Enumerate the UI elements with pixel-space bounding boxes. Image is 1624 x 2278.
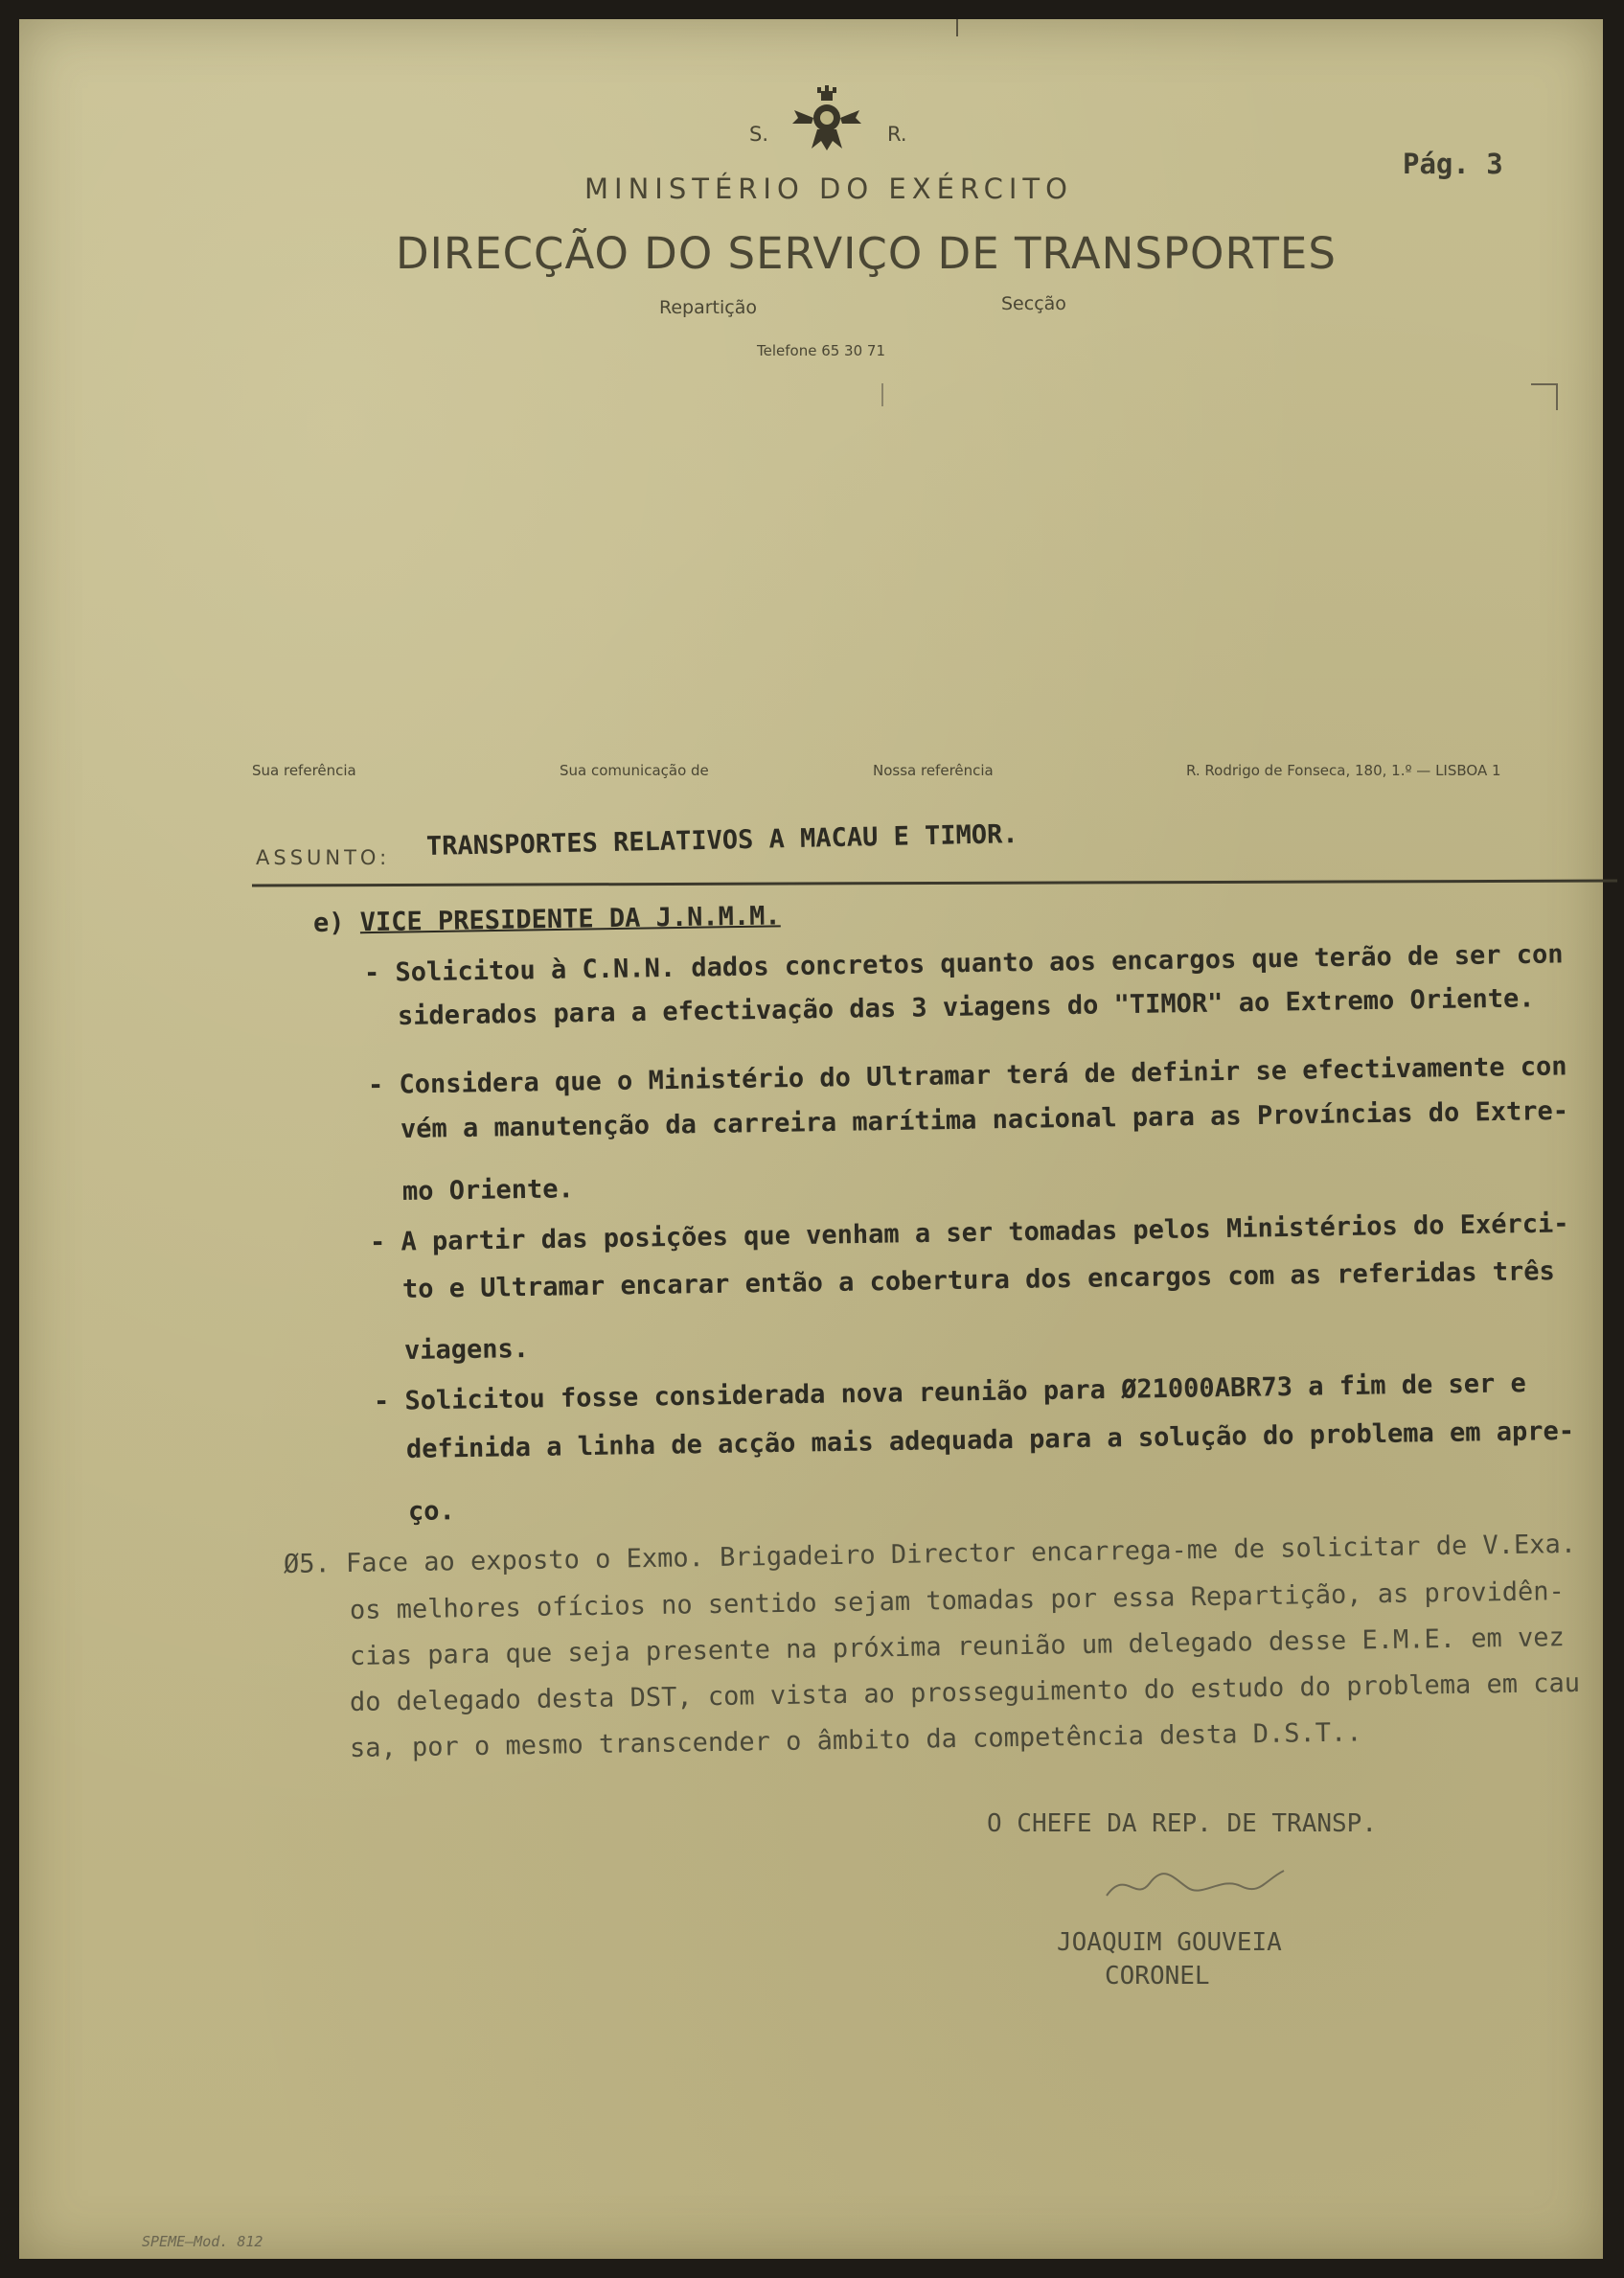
page-number: Pág. 3 bbox=[1403, 148, 1503, 180]
body-line: - Considera que o Ministério do Ultramar terá de definir se efectivamente con bbox=[367, 1051, 1567, 1100]
body-line: viagens. bbox=[403, 1333, 530, 1366]
closing-title: O CHEFE DA REP. DE TRANSP. bbox=[987, 1809, 1377, 1838]
body-line: - Solicitou fosse considerada nova reunião para Ø21000ABR73 a fim de ser e bbox=[373, 1369, 1527, 1416]
subject-label: ASSUNTO: bbox=[256, 846, 391, 869]
body-line: do delegado desta DST, com vista ao prosseguimento do estudo do problema em cau bbox=[349, 1668, 1581, 1717]
phone-number: Telefone 65 30 71 bbox=[757, 342, 885, 359]
subject-text: TRANSPORTES RELATIVOS A MACAU E TIMOR. bbox=[425, 819, 1018, 862]
fold-tick-mark bbox=[881, 383, 883, 406]
address: R. Rodrigo de Fonseca, 180, 1.º — LISBOA 1 bbox=[1186, 762, 1501, 779]
body-line: Ø5. Face ao exposto o Exmo. Brigadeiro Director encarrega-me de solicitar de V.Exa. bbox=[283, 1529, 1577, 1579]
section-label: Secção bbox=[1001, 293, 1066, 314]
body-line: cias para que seja presente na próxima reunião um delegado desse E.M.E. em vez bbox=[349, 1622, 1566, 1671]
form-code: SPEME—Mod. 812 bbox=[142, 2233, 263, 2250]
direction-name: DIRECÇÃO DO SERVIÇO DE TRANSPORTES bbox=[396, 228, 1337, 279]
signer-rank: CORONEL bbox=[1105, 1962, 1210, 1990]
signer-name: JOAQUIM GOUVEIA bbox=[1057, 1928, 1282, 1957]
body-line: to e Ultramar encarar então a cobertura dos encargos com as referidas três bbox=[401, 1256, 1556, 1304]
body-line: mo Oriente. bbox=[401, 1174, 575, 1207]
letterhead-s: S. bbox=[749, 123, 769, 146]
repartition-label: Repartição bbox=[659, 297, 757, 318]
our-reference-label: Nossa referência bbox=[873, 762, 994, 779]
body-line: sa, por o mesmo transcender o âmbito da competência desta D.S.T.. bbox=[349, 1717, 1362, 1763]
body-line: vém a manutenção da carreira marítima nacional para as Províncias do Extre- bbox=[400, 1095, 1569, 1144]
ministry-name: MINISTÉRIO DO EXÉRCITO bbox=[584, 173, 1073, 205]
top-tick-mark bbox=[956, 19, 958, 36]
your-reference-label: Sua referência bbox=[252, 762, 356, 779]
body-line: siderados para a efectivação das 3 viagens do "TIMOR" ao Extremo Oriente. bbox=[397, 983, 1535, 1031]
heading-prefix: e) bbox=[312, 908, 345, 938]
letterhead-r: R. bbox=[887, 123, 907, 146]
body-line: - Solicitou à C.N.N. dados concretos quanto aos encargos que terão de ser con bbox=[363, 939, 1564, 988]
document-sheet bbox=[19, 19, 1603, 2259]
body-line: definida a linha de acção mais adequada para a solução do problema em apre- bbox=[405, 1415, 1575, 1464]
handwritten-signature bbox=[1097, 1859, 1289, 1907]
body-line: os melhores ofícios no sentido sejam tomadas por essa Repartição, as providên- bbox=[349, 1576, 1566, 1625]
heading-text: VICE PRESIDENTE DA J.N.M.M. bbox=[359, 901, 781, 938]
body-line: ço. bbox=[407, 1496, 456, 1527]
section-heading bbox=[313, 901, 781, 938]
your-communication-label: Sua comunicação de bbox=[560, 762, 709, 779]
body-line: - A partir das posições que venham a ser tomadas pelos Ministérios do Exérci- bbox=[369, 1208, 1569, 1257]
coat-of-arms-icon bbox=[789, 81, 865, 158]
corner-fold-mark bbox=[1531, 383, 1558, 410]
subject-rule bbox=[252, 880, 1617, 887]
